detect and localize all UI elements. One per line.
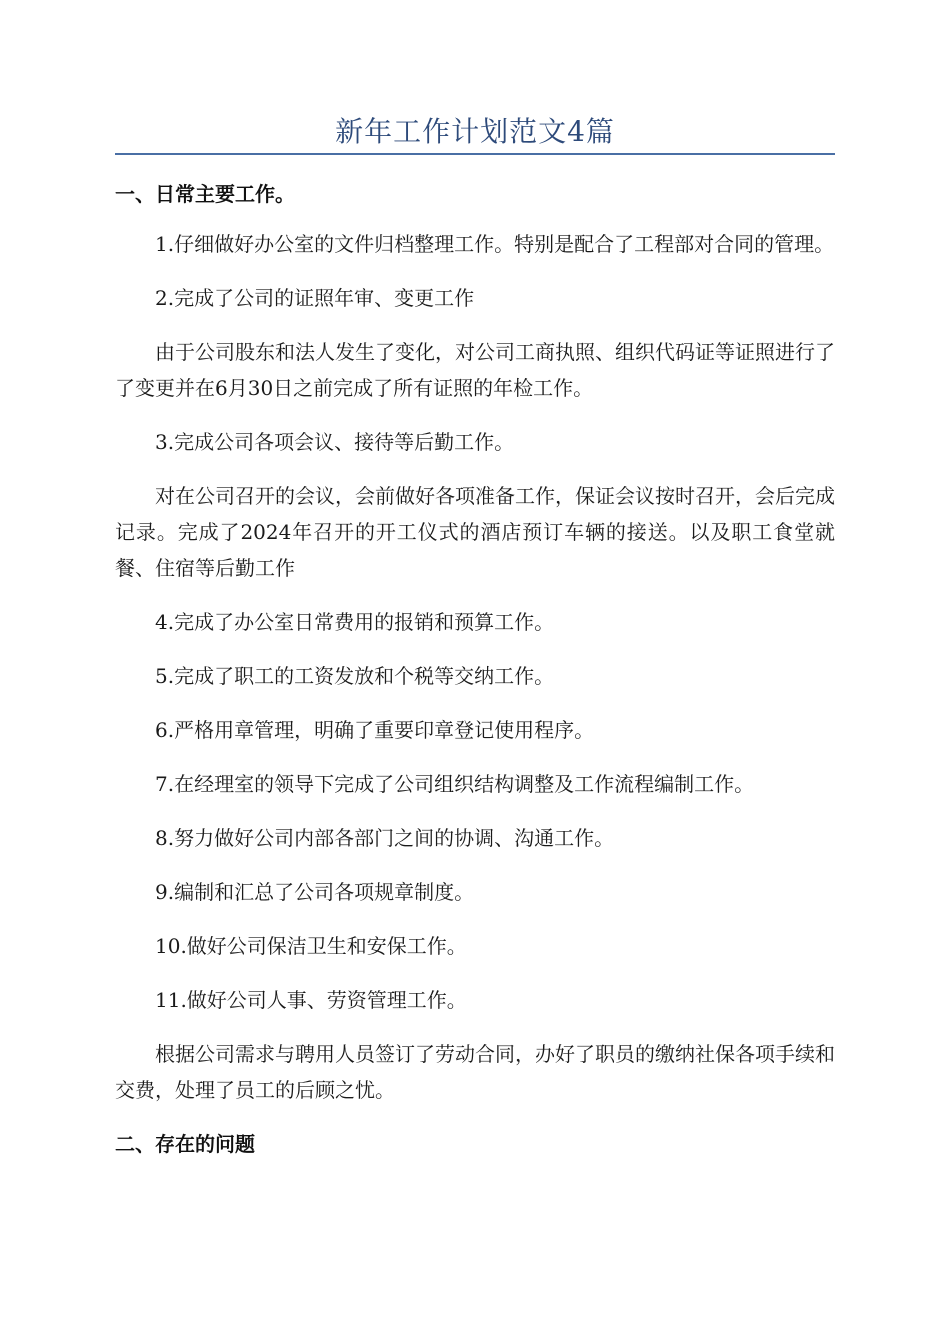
paragraph: 9.编制和汇总了公司各项规章制度。 (155, 880, 475, 904)
paragraph: 4.完成了办公室日常费用的报销和预算工作。 (155, 610, 555, 634)
paragraph: 7.在经理室的领导下完成了公司组织结构调整及工作流程编制工作。 (155, 772, 755, 796)
document-page (115, 0, 835, 1344)
paragraph: 11.做好公司人事、劳资管理工作。 (155, 988, 467, 1012)
paragraph: 对在公司召开的会议，会前做好各项准备工作，保证会议按时召开，会后完成记录。完成了2024年召开的开工仪式的酒店预订车辆的接送。以及职工食堂就餐、住宿等后勤工作 (115, 484, 835, 580)
section-heading-2: 二、存在的问题 (115, 1132, 255, 1156)
paragraph: 由于公司股东和法人发生了变化，对公司工商执照、组织代码证等证照进行了了变更并在6月30日之前完成了所有证照的年检工作。 (115, 340, 835, 400)
paragraph: 3.完成公司各项会议、接待等后勤工作。 (155, 430, 515, 454)
title-underline (115, 153, 835, 155)
paragraph: 8.努力做好公司内部各部门之间的协调、沟通工作。 (155, 826, 615, 850)
paragraph: 1.仔细做好办公室的文件归档整理工作。特别是配合了工程部对合同的管理。 (155, 232, 835, 256)
paragraph: 5.完成了职工的工资发放和个税等交纳工作。 (155, 664, 555, 688)
paragraph: 10.做好公司保洁卫生和安保工作。 (155, 934, 467, 958)
paragraph: 根据公司需求与聘用人员签订了劳动合同，办好了职员的缴纳社保各项手续和交费，处理了员工的后顾之忧。 (115, 1042, 835, 1102)
paragraph: 6.严格用章管理，明确了重要印章登记使用程序。 (155, 718, 595, 742)
section-heading-1: 一、日常主要工作。 (115, 182, 295, 206)
paragraph: 2.完成了公司的证照年审、变更工作 (155, 286, 475, 310)
document-title: 新年工作计划范文4篇 (335, 115, 615, 148)
document-body (115, 172, 835, 1176)
